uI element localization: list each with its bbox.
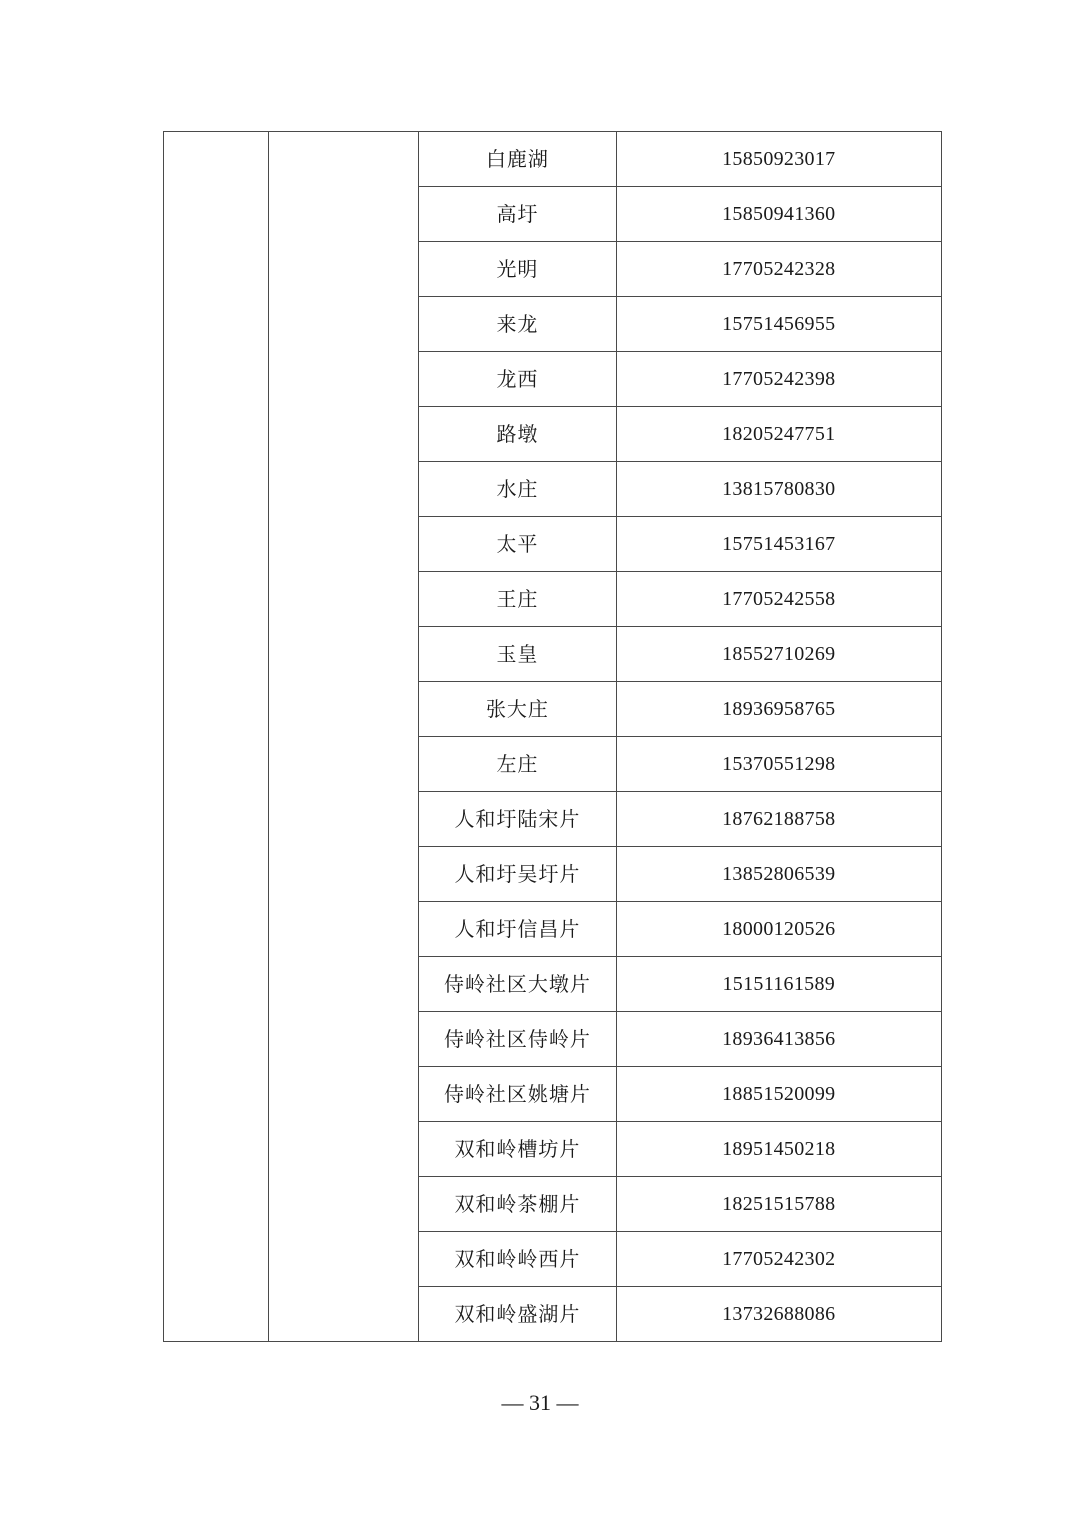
village-name-cell: 双和岭岭西片 [419, 1232, 616, 1287]
phone-number-cell: 18251515788 [616, 1177, 941, 1232]
merged-region-cell [164, 132, 269, 1342]
village-name-cell: 路墩 [419, 407, 616, 462]
village-name-cell: 王庄 [419, 572, 616, 627]
village-name-cell: 白鹿湖 [419, 132, 616, 187]
phone-number-cell: 18205247751 [616, 407, 941, 462]
phone-number-cell: 18762188758 [616, 792, 941, 847]
phone-number-cell: 17705242302 [616, 1232, 941, 1287]
table-row [164, 132, 942, 187]
village-name-cell: 玉皇 [419, 627, 616, 682]
table-body [164, 132, 942, 1342]
phone-number-cell: 13732688086 [616, 1287, 941, 1342]
contact-table [163, 131, 942, 1342]
village-name-cell: 双和岭盛湖片 [419, 1287, 616, 1342]
phone-number-cell: 17705242558 [616, 572, 941, 627]
phone-number-cell: 18936958765 [616, 682, 941, 737]
page-number: — 31 — [501, 1390, 579, 1415]
village-name-cell: 侍岭社区侍岭片 [419, 1012, 616, 1067]
village-name-cell: 人和圩信昌片 [419, 902, 616, 957]
phone-number-cell: 15370551298 [616, 737, 941, 792]
village-name-cell: 双和岭槽坊片 [419, 1122, 616, 1177]
village-name-cell: 人和圩吴圩片 [419, 847, 616, 902]
phone-number-cell: 18851520099 [616, 1067, 941, 1122]
village-name-cell: 左庄 [419, 737, 616, 792]
phone-number-cell: 18936413856 [616, 1012, 941, 1067]
phone-number-cell: 15850941360 [616, 187, 941, 242]
phone-number-cell: 15751456955 [616, 297, 941, 352]
phone-number-cell: 13852806539 [616, 847, 941, 902]
village-name-cell: 太平 [419, 517, 616, 572]
village-name-cell: 张大庄 [419, 682, 616, 737]
village-name-cell: 高圩 [419, 187, 616, 242]
merged-unit-cell [269, 132, 419, 1342]
phone-number-cell: 18951450218 [616, 1122, 941, 1177]
village-name-cell: 来龙 [419, 297, 616, 352]
phone-number-cell: 15751453167 [616, 517, 941, 572]
phone-number-cell: 15151161589 [616, 957, 941, 1012]
phone-number-cell: 18552710269 [616, 627, 941, 682]
village-name-cell: 人和圩陆宋片 [419, 792, 616, 847]
village-name-cell: 双和岭茶棚片 [419, 1177, 616, 1232]
phone-number-cell: 18000120526 [616, 902, 941, 957]
phone-number-cell: 13815780830 [616, 462, 941, 517]
phone-number-cell: 17705242328 [616, 242, 941, 297]
village-name-cell: 龙西 [419, 352, 616, 407]
village-name-cell: 侍岭社区大墩片 [419, 957, 616, 1012]
phone-number-cell: 17705242398 [616, 352, 941, 407]
village-name-cell: 水庄 [419, 462, 616, 517]
phone-number-cell: 15850923017 [616, 132, 941, 187]
village-name-cell: 光明 [419, 242, 616, 297]
village-name-cell: 侍岭社区姚塘片 [419, 1067, 616, 1122]
